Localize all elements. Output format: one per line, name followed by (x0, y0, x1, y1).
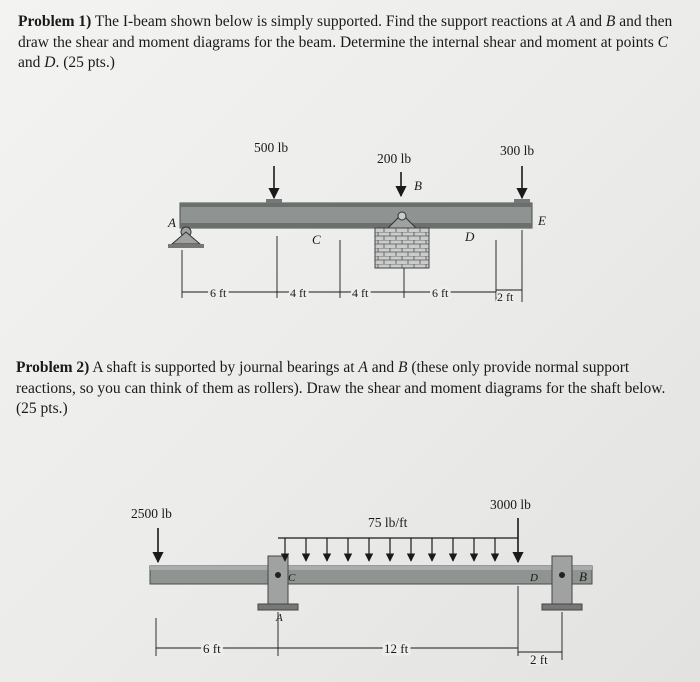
problem-2-label: Problem 2) (16, 359, 90, 376)
pin-support-a (168, 227, 204, 248)
svg-text:6 ft: 6 ft (210, 286, 227, 300)
load-label-3000: 3000 lb (490, 497, 531, 512)
svg-text:4 ft: 4 ft (290, 286, 307, 300)
svg-text:6 ft: 6 ft (432, 286, 449, 300)
dimension-labels (210, 286, 514, 304)
label-point-a: A (276, 612, 283, 624)
load-label-200: 200 lb (377, 151, 412, 166)
problem-1-text: and (18, 54, 45, 71)
label-point-c: C (312, 232, 321, 247)
ibeam-flange (180, 203, 532, 207)
label-point-a: A (168, 215, 176, 230)
svg-text:6 ft: 6 ft (203, 641, 221, 656)
problem-1-text: and (575, 13, 606, 30)
problem-1-text: and then draw the shear and moment diagrams for the beam. Determine the internal shear and moment at points (18, 13, 673, 51)
problem-1-text: . (25 pts.) (55, 54, 115, 71)
point-b-ref: B (398, 359, 408, 376)
svg-text:12 ft: 12 ft (384, 641, 409, 656)
load-label-2500: 2500 lb (131, 506, 172, 521)
problem-2-text: (these only provide normal support reactions, so you can think of them as rollers). Draw the shear and moment diagrams for the shaft below. (25 pts.) (16, 359, 666, 417)
point-a-ref: A (358, 359, 368, 376)
shaft-figure (131, 497, 592, 667)
dimension-labels (203, 641, 548, 667)
label-point-b: B (579, 569, 587, 584)
label-point-b: B (414, 178, 422, 193)
point-b-ref: B (605, 13, 616, 30)
problem-1-label: Problem 1) (18, 13, 92, 30)
label-point-d: D (530, 572, 538, 584)
point-d-ref: D (44, 54, 56, 71)
label-point-c: C (288, 572, 296, 584)
problem-1-text: The I-beam shown below is simply supported. Find the support reactions at (91, 13, 567, 30)
svg-text:2 ft: 2 ft (530, 652, 548, 667)
ibeam-figure (167, 140, 546, 304)
label-point-d: D (465, 229, 475, 244)
load-label-300: 300 lb (500, 143, 535, 158)
svg-text:2 ft: 2 ft (497, 290, 514, 304)
ibeam-flange (180, 223, 532, 228)
svg-text:4 ft: 4 ft (352, 286, 369, 300)
label-point-e: E (538, 213, 546, 228)
problem-2-text: and (367, 359, 398, 376)
point-a-ref: A (566, 13, 576, 30)
load-label-distributed: 75 lb/ft (368, 515, 408, 530)
problem-2-text: A shaft is supported by journal bearings at (89, 359, 359, 376)
distributed-load-arrows (285, 538, 495, 561)
point-c-ref: C (657, 33, 668, 51)
load-label-500: 500 lb (254, 140, 289, 155)
